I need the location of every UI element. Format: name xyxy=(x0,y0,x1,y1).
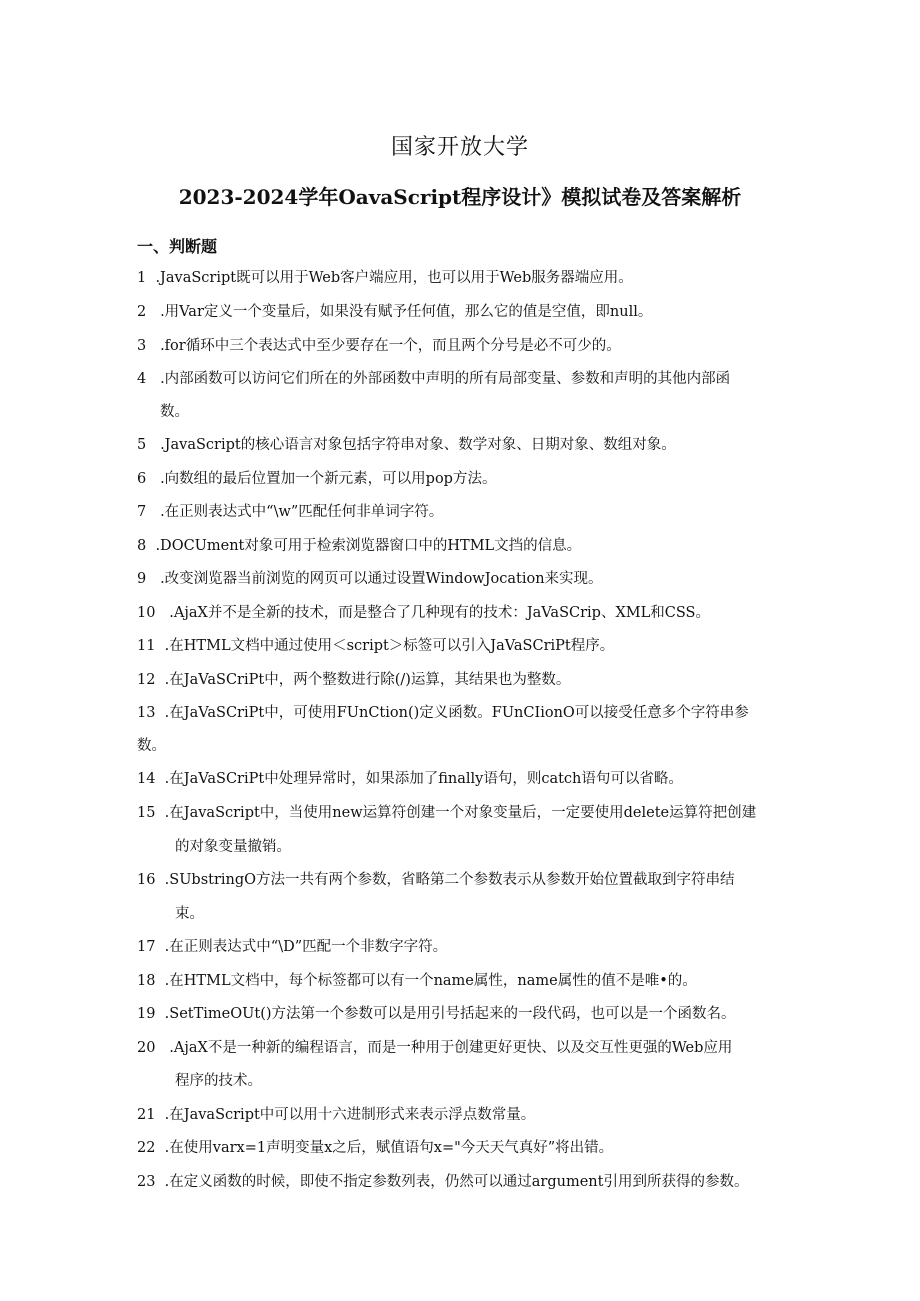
question-continuation: 数。 xyxy=(137,738,166,754)
question-item: 4 .内部函数可以访问它们所在的外部函数中声明的所有局部变量、参数和声明的其他内部函 xyxy=(137,371,731,387)
question-continuation: 数。 xyxy=(160,404,189,420)
question-item: 1 .JavaScript既可以用于Web客户端应用，也可以用于Web服务器端应用。 xyxy=(137,270,633,286)
question-continuation: 程序的技术。 xyxy=(175,1073,262,1089)
question-item: 5 .JavaScript的核心语言对象包括字符串对象、数学对象、日期对象、数组对象。 xyxy=(137,437,676,453)
question-item: 11 .在HTML文档中通过使用＜script＞标签可以引入JaVaSCriPt程序。 xyxy=(137,638,615,654)
question-item: 3 .for循环中三个表达式中至少要存在一个，而且两个分号是必不可少的。 xyxy=(137,338,621,354)
section-heading: 一、判断题 xyxy=(137,237,218,256)
question-item: 10 .AjaX并不是全新的技术，而是整合了几种现有的技术：JaVaSCrip、XML和CSS。 xyxy=(137,605,710,621)
question-item: 23 .在定义函数的时候，即使不指定参数列表，仍然可以通过argument引用到所获得的参数。 xyxy=(137,1174,749,1190)
question-item: 6 .向数组的最后位置加一个新元素，可以用pop方法。 xyxy=(137,471,497,487)
question-item: 15 .在JavaScript中，当使用new运算符创建一个对象变量后，一定要使用delete运算符把创建 xyxy=(137,805,757,821)
question-item: 2 .用Var定义一个变量后，如果没有赋予任何值，那么它的值是空值，即null。 xyxy=(137,304,653,320)
question-item: 22 .在使用varx=1声明变量x之后，赋值语句x="今天天气真好”将出错。 xyxy=(137,1140,614,1156)
question-continuation: 的对象变量撤销。 xyxy=(175,839,291,855)
question-item: 17 .在正则表达式中“\D”匹配一个非数字字符。 xyxy=(137,939,448,955)
question-continuation: 束。 xyxy=(175,906,204,922)
question-item: 8 .DOCUment对象可用于检索浏览器窗口中的HTML文挡的信息。 xyxy=(137,538,582,554)
question-item: 18 .在HTML文档中，每个标签都可以有一个name属性，name属性的值不是唯•的。 xyxy=(137,973,697,989)
school-name: 国家开放大学 xyxy=(390,135,529,160)
question-item: 9 .改变浏览器当前浏览的网页可以通过设置WindowJocation来实现。 xyxy=(137,571,603,587)
exam-title: 2023-2024学年OavaScript程序设计》模拟试卷及答案解析 xyxy=(178,185,742,209)
question-item: 7 .在正则表达式中“\w”匹配任何非单词字符。 xyxy=(137,504,444,520)
question-item: 14 .在JaVaSCriPt中处理异常时，如果添加了finally语句，则catch语句可以省略。 xyxy=(137,771,683,787)
question-item: 21 .在JavaScript中可以用十六进制形式来表示浮点数常量。 xyxy=(137,1107,536,1123)
question-item: 19 .SetTimeOUt()方法第一个参数可以是用引号括起来的一段代码，也可以是一个函数名。 xyxy=(137,1006,736,1022)
question-item: 13 .在JaVaSCriPt中，可使用FUnCtion()定义函数。FUnCIionO可以接受任意多个字符串参 xyxy=(137,705,749,721)
question-item: 16 .SUbstringO方法一共有两个参数，省略第二个参数表示从参数开始位置截取到字符串结 xyxy=(137,872,735,888)
question-item: 20 .AjaX不是一种新的编程语言，而是一种用于创建更好更快、以及交互性更强的Web应用 xyxy=(137,1040,733,1056)
question-item: 12 .在JaVaSCriPt中，两个整数进行除(/)运算，其结果也为整数。 xyxy=(137,672,571,688)
